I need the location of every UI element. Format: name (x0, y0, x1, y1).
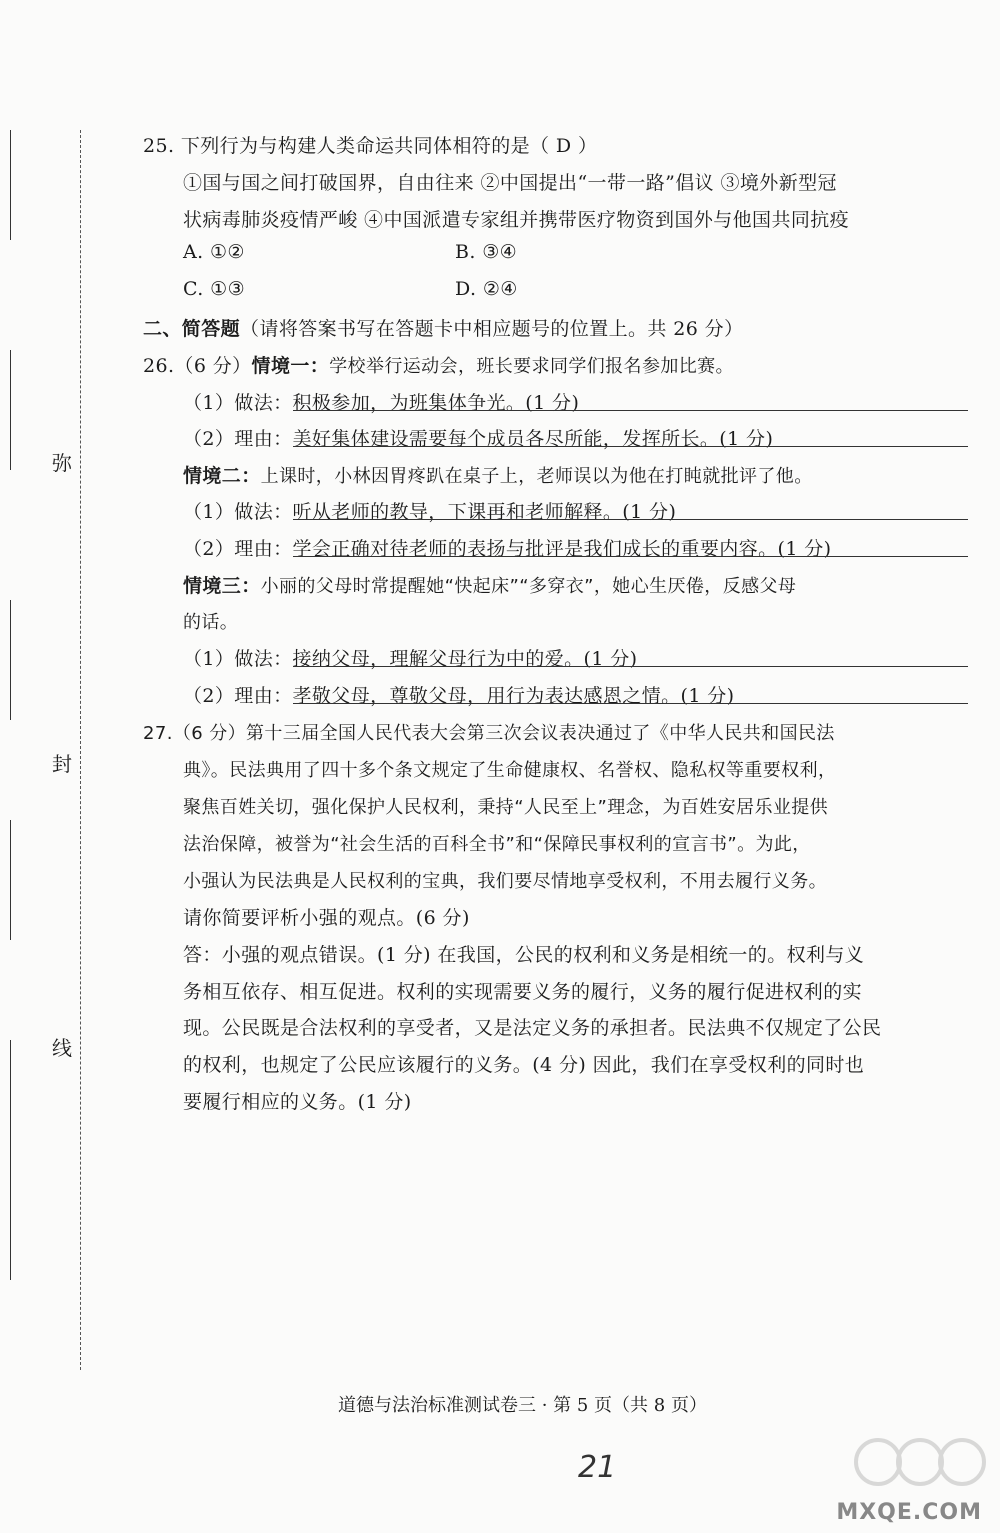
q26-s3-text2: 的话。 (183, 612, 239, 633)
q26-s3-p2-answer: 孝敬父母，尊敬父母，用行为表达感恩之情。(1 分) (292, 685, 735, 707)
margin-rule-1 (10, 130, 11, 240)
q27-answer-line2: 务相互依存、相互促进。权利的实现需要义务的履行，义务的履行促进权利的实 (183, 981, 863, 1003)
q26-s1-p2-answer: 美好集体建设需要每个成员各尽所能，发挥所长。(1 分) (292, 428, 774, 450)
q26-scenario1 (143, 351, 734, 378)
q26-s2-p1-label: （1）做法： (183, 501, 293, 523)
q25-choice-c: C. ①③ (183, 278, 246, 300)
q27-answer-line4: 的权利，也规定了公民应该履行的义务。(4 分) 因此，我们在享受权利的同时也 (183, 1054, 865, 1076)
q25-choice-d: D. ②④ (455, 278, 518, 300)
margin-rule-4 (10, 820, 11, 940)
q27-line2: 典》。民法典用了四十多个条文规定了生命健康权、名誉权、隐私权等重要权利， (183, 760, 837, 781)
q26-s1-p2-underline (293, 446, 968, 447)
q25-choice-b: B. ③④ (455, 241, 518, 263)
q26-s2-p2-underline (293, 556, 968, 557)
q27-answer-line5: 要履行相应的义务。(1 分) (183, 1091, 412, 1113)
q26-s3-label: 情境三： (183, 575, 261, 597)
watermark-text: MXQE.COM (836, 1500, 982, 1525)
q26-s2-p2-label: （2）理由： (183, 538, 293, 560)
q27-ask: 请你简要评析小强的观点。(6 分) (183, 907, 470, 929)
q25-options-line2: 状病毒肺炎疫情严峻 ④中国派遣专家组并携带医疗物资到国外与他国共同抗疫 (183, 209, 850, 231)
q27-line5: 小强认为民法典是人民权利的宝典，我们要尽情地享受权利，不用去履行义务。 (183, 871, 827, 892)
q27-answer-line3: 现。公民既是合法权利的享受者，又是法定义务的承担者。民法典不仅规定了公民 (183, 1017, 882, 1039)
seal-char-xian: 线 (52, 1036, 72, 1060)
section2-note: （请将答案书写在答题卡中相应题号的位置上。共 26 分） (240, 318, 744, 340)
q26-s2-p1-answer: 听从老师的教导，下课再和老师解释。(1 分) (292, 501, 677, 523)
q26-s3-p1-underline (293, 666, 968, 667)
q26-scenario2 (183, 461, 813, 488)
q26-s1-label: 情境一： (251, 355, 330, 377)
q25-choice-a: A. ①② (183, 241, 245, 263)
handwritten-page-number: 21 (578, 1450, 617, 1485)
section2-header (143, 314, 743, 341)
seal-char-mi: 弥 (52, 451, 72, 475)
q26-s1-text: 学校举行运动会，班长要求同学们报名参加比赛。 (329, 356, 734, 377)
q26-s1-p2-label: （2）理由： (183, 428, 293, 450)
q26-s1-p1-underline (293, 410, 968, 411)
q26-s1-p1-label: （1）做法： (183, 392, 293, 414)
q27-answer-line1: 答：小强的观点错误。(1 分) 在我国，公民的权利和义务是相统一的。权利与义 (183, 944, 865, 966)
q26-s2-p1-underline (293, 519, 968, 520)
seal-char-feng: 封 (52, 752, 72, 776)
q26-s3-p1-answer: 接纳父母，理解父母行为中的爱。(1 分) (292, 648, 638, 670)
q26-scenario3 (183, 571, 796, 598)
q26-s2-text: 上课时，小林因胃疼趴在桌子上，老师误以为他在打盹就批评了他。 (260, 466, 813, 487)
q26-s3-p2-underline (293, 703, 968, 704)
q25-options-line1: ①国与国之间打破国界，自由往来 ②中国提出“一带一路”倡议 ③境外新型冠 (183, 172, 837, 194)
margin-rule-2 (10, 350, 11, 470)
q27-line1: 27.（6 分）第十三届全国人民代表大会第三次会议表决通过了《中华人民共和国民法 (143, 723, 835, 744)
q26-s3-p1-label: （1）做法： (183, 648, 293, 670)
q26-s1-p1-answer: 积极参加，为班集体争光。(1 分) (292, 392, 580, 414)
q27-line4: 法治保障，被誉为“社会生活的百科全书”和“保障民事权利的宣言书”。为此， (183, 834, 811, 855)
q27-line3: 聚焦百姓关切，强化保护人民权利，秉持“人民至上”理念，为百姓安居乐业提供 (183, 797, 829, 818)
binding-dashed-line (80, 130, 81, 1370)
q26-s3-text1: 小丽的父母时常提醒她“快起床”“多穿衣”，她心生厌倦，反感父母 (260, 576, 797, 597)
q26-s3-p2-label: （2）理由： (183, 685, 293, 707)
q26-number: 26.（6 分） (143, 355, 252, 377)
q26-s2-label: 情境二： (183, 465, 261, 487)
margin-rule-5 (10, 1040, 11, 1280)
q25-stem: 25. 下列行为与构建人类命运共同体相符的是（ D ） (143, 135, 598, 157)
page-footer: 道德与法治标准测试卷三 · 第 5 页（共 8 页） (338, 1395, 707, 1416)
q26-s2-p2-answer: 学会正确对待老师的表扬与批评是我们成长的重要内容。(1 分) (292, 538, 832, 560)
margin-rule-3 (10, 600, 11, 720)
section2-title: 二、简答题 (143, 318, 241, 340)
